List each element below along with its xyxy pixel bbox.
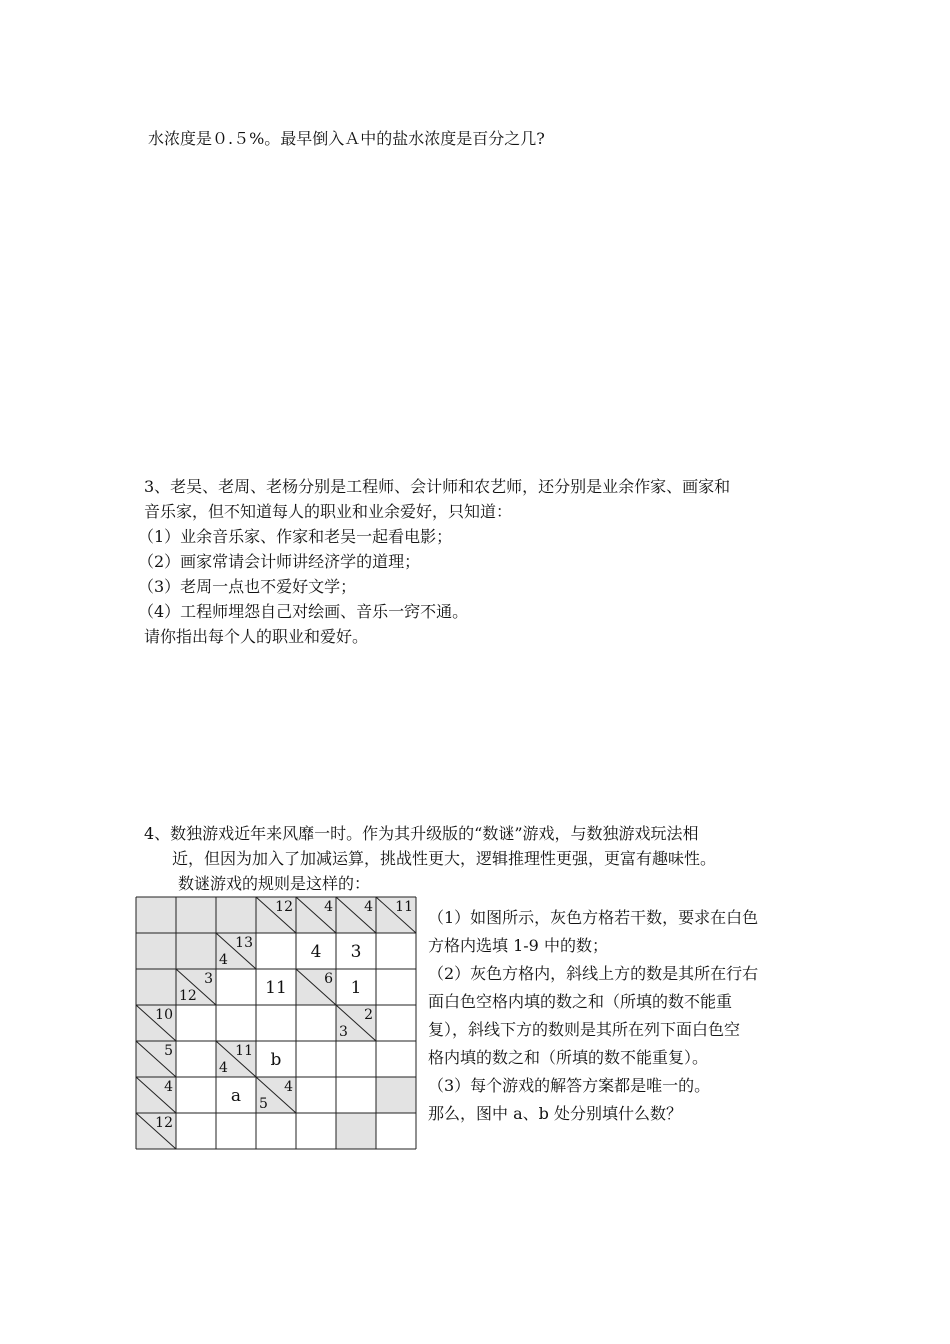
rule-line: 那么，图中 a、b 处分别填什么数？ — [428, 1104, 682, 1123]
clue-across-sum: 12 — [275, 899, 293, 915]
problem4-line2: 近，但因为加入了加减运算，挑战性更大，逻辑推理性更强，更富有趣味性。 — [172, 849, 717, 868]
clue-across-sum: 4 — [164, 1079, 173, 1095]
gray-cell — [176, 933, 216, 969]
gray-cell — [336, 1113, 376, 1149]
clue-across-sum: 11 — [235, 1043, 253, 1059]
gray-cell — [136, 933, 176, 969]
clue-down-sum: 4 — [219, 952, 228, 968]
rule-line: 方格内选填 1-9 中的数； — [428, 936, 608, 955]
gray-cell — [136, 897, 176, 933]
clue-across-sum: 6 — [324, 971, 333, 987]
clue-across-sum: 2 — [364, 1007, 373, 1023]
clue-down-sum: 3 — [339, 1024, 348, 1040]
cell-value: 4 — [310, 942, 322, 962]
clue-across-sum: 13 — [235, 935, 253, 951]
clue-across-sum: 4 — [284, 1079, 293, 1095]
clue-across-sum: 3 — [204, 971, 213, 987]
problem3-condition1: （1）业余音乐家、作家和老吴一起看电影； — [138, 527, 453, 546]
problem3-question: 请你指出每个人的职业和爱好。 — [144, 627, 369, 646]
rule-line: 格内填的数之和（所填的数不能重复）。 — [428, 1048, 709, 1067]
number-puzzle-grid — [134, 895, 418, 1151]
rule-line: 复），斜线下方的数则是其所在列下面白色空 — [428, 1020, 741, 1039]
clue-down-sum: 12 — [179, 988, 197, 1004]
gray-cell — [176, 897, 216, 933]
problem3-condition3: （3）老周一点也不爱好文学； — [138, 577, 357, 596]
clue-across-sum: 5 — [164, 1043, 173, 1059]
gray-cell — [376, 1077, 416, 1113]
cell-value: b — [270, 1050, 282, 1070]
problem3-line2: 音乐家，但不知道每人的职业和业余爱好，只知道： — [144, 502, 513, 521]
problem4-line1: 4、数独游戏近年来风靡一时。作为其升级版的“数谜”游戏，与数独游戏玩法相 — [144, 824, 699, 843]
clue-across-sum: 11 — [395, 899, 413, 915]
clue-across-sum: 4 — [364, 899, 373, 915]
cell-value: a — [230, 1086, 242, 1106]
clue-across-sum: 12 — [155, 1115, 173, 1131]
problem3-condition2: （2）画家常请会计师讲经济学的道理； — [138, 552, 421, 571]
clue-across-sum: 10 — [155, 1007, 173, 1023]
gray-cell — [216, 897, 256, 933]
problem3-line1: 3、老吴、老周、老杨分别是工程师、会计师和农艺师，还分别是业余作家、画家和 — [144, 477, 731, 496]
rule-line: （2）灰色方格内，斜线上方的数是其所在行右 — [428, 964, 759, 983]
gray-cell — [136, 969, 176, 1005]
problem4-line3: 数谜游戏的规则是这样的： — [178, 874, 371, 893]
clue-down-sum: 5 — [259, 1096, 268, 1112]
cell-value: 11 — [265, 978, 287, 998]
clue-down-sum: 4 — [219, 1060, 228, 1076]
problem2-continuation: 水浓度是０.５%。最早倒入Ａ中的盐水浓度是百分之几? — [148, 129, 545, 148]
cell-value: 3 — [350, 942, 362, 962]
rule-line: （3）每个游戏的解答方案都是唯一的。 — [428, 1076, 711, 1095]
clue-across-sum: 4 — [324, 899, 333, 915]
problem3-condition4: （4）工程师埋怨自己对绘画、音乐一窍不通。 — [138, 602, 469, 621]
rule-line: （1）如图所示，灰色方格若干数，要求在白色 — [428, 908, 759, 927]
rule-line: 面白色空格内填的数之和（所填的数不能重 — [428, 992, 733, 1011]
cell-value: 1 — [350, 978, 362, 998]
